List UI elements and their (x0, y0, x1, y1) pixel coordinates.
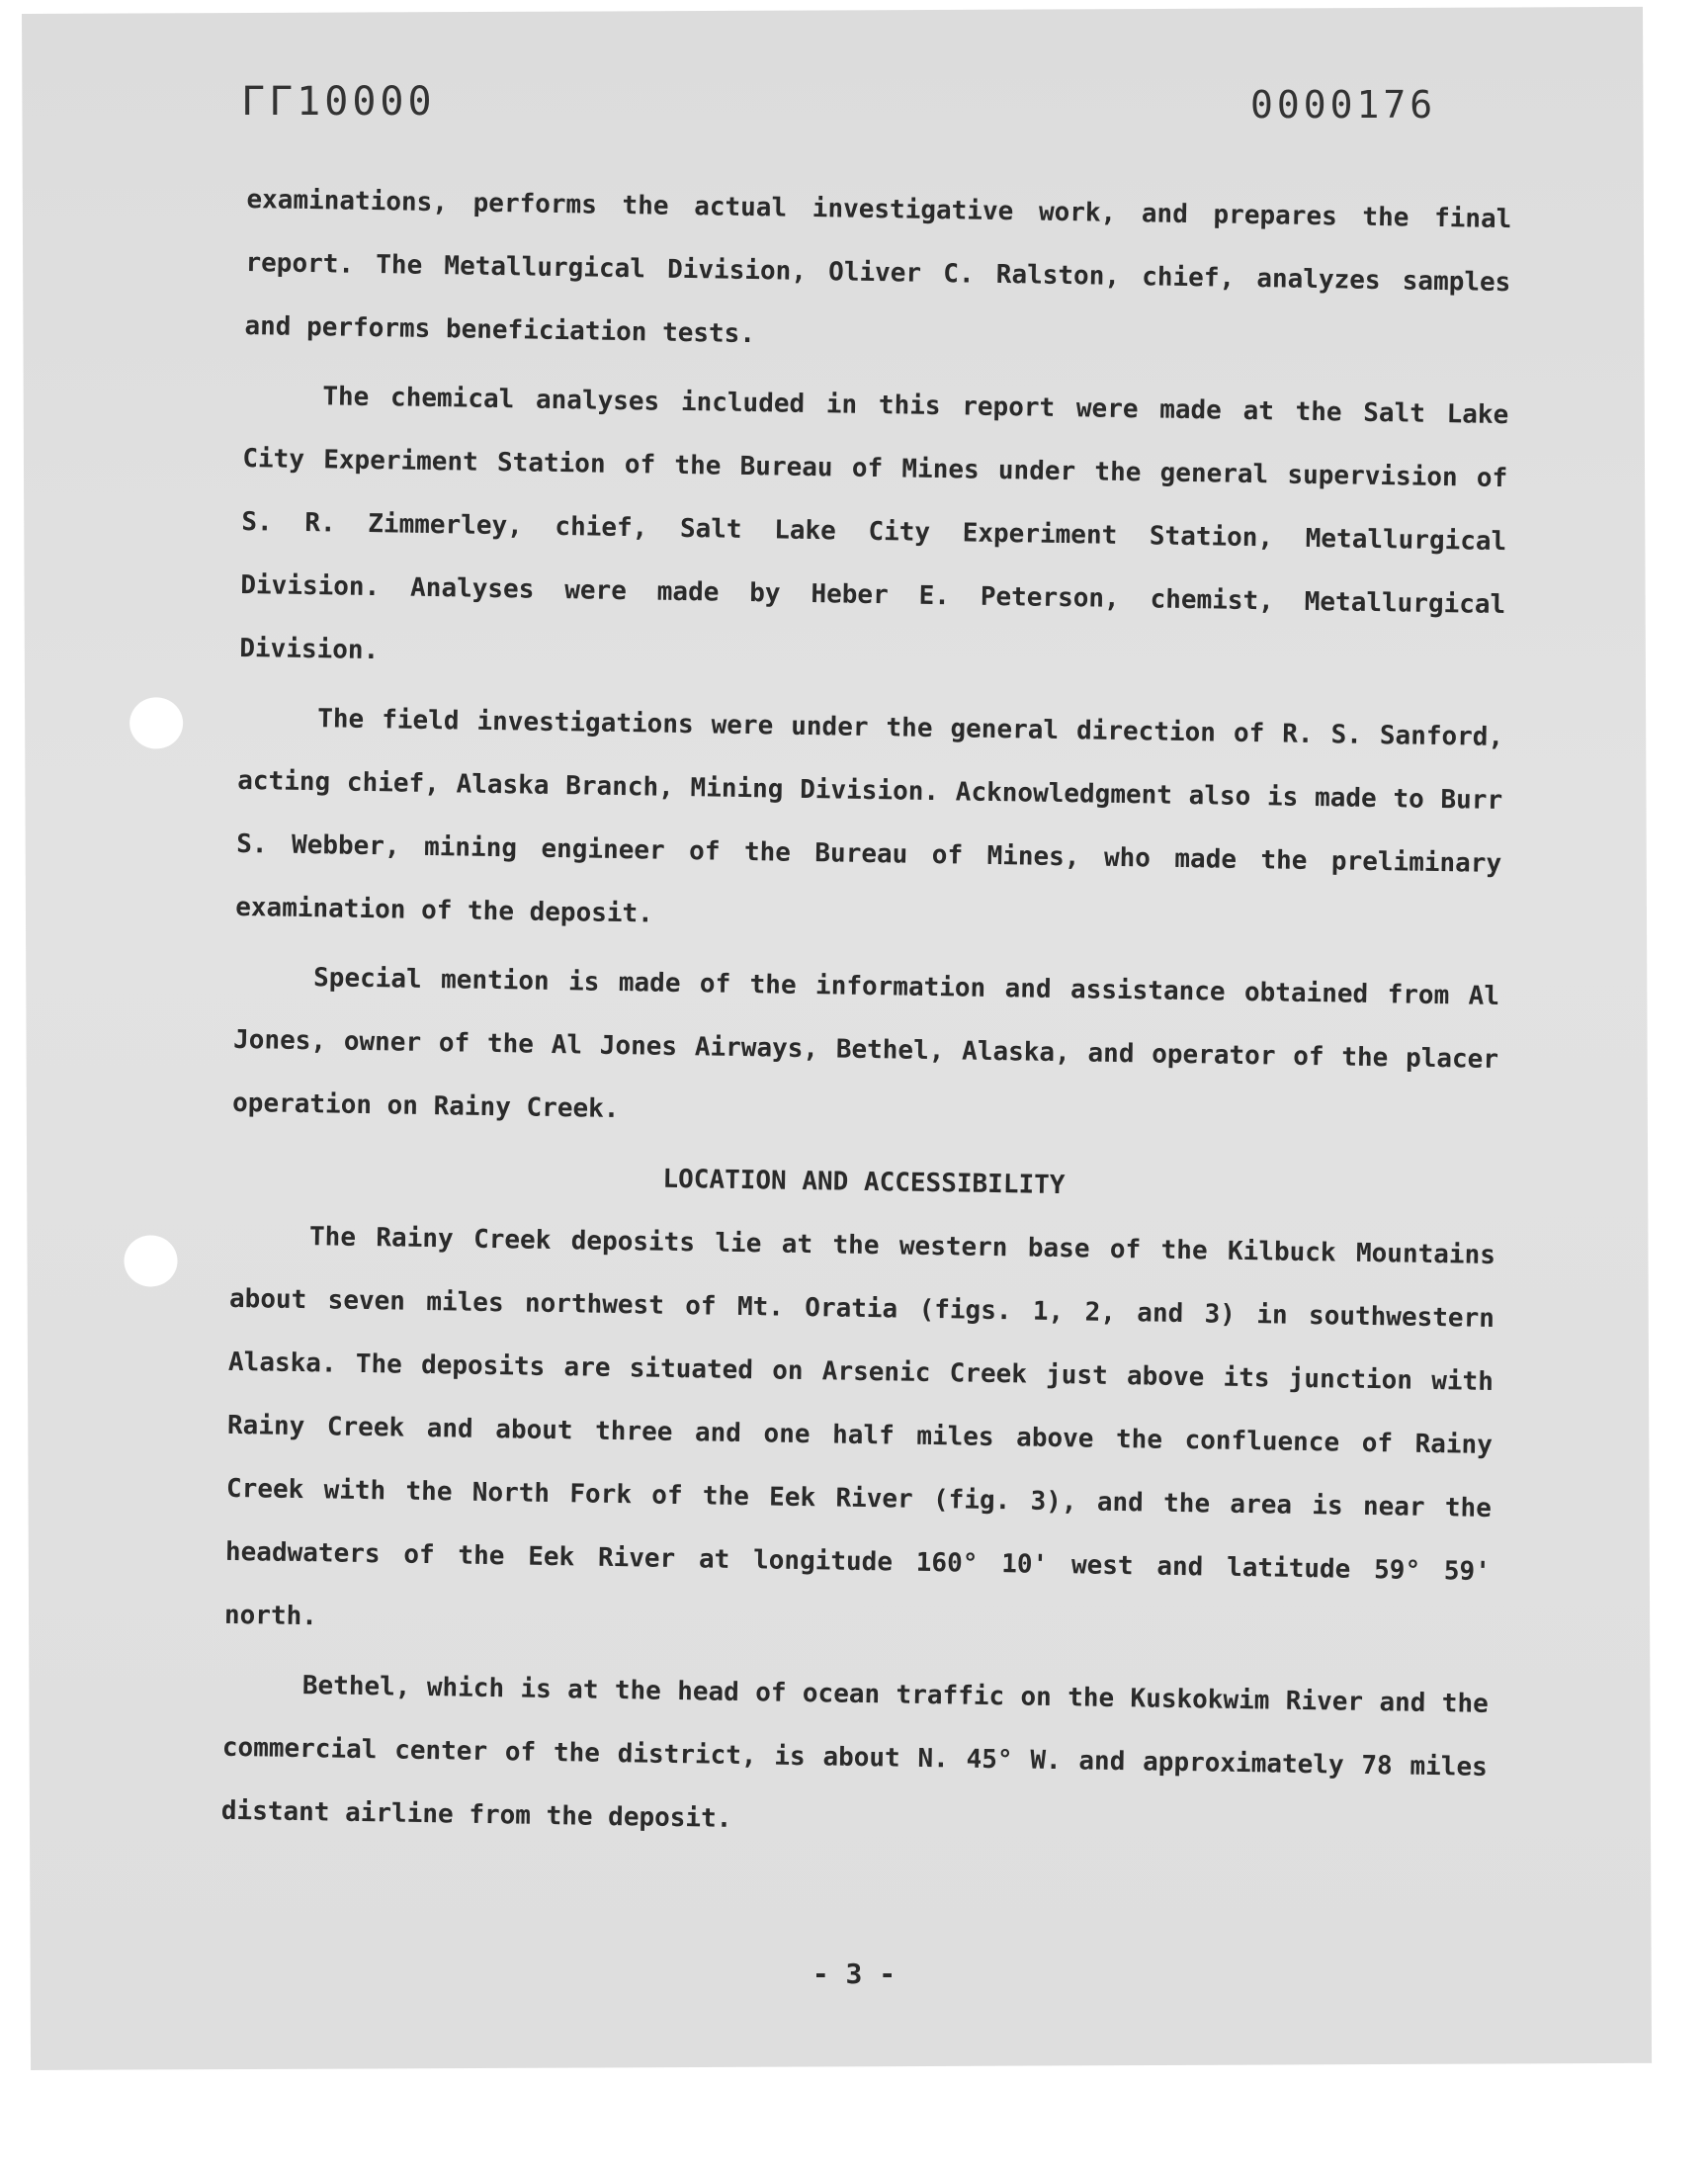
paragraph: The Rainy Creek deposits lie at the western base of the Kilbuck Mountains about seven miles northwest of Mt. Oratia (figs. 1, 2, and 3) in southwestern Alaska. The deposits are situated on Arsenic Creek just above its junction with Rainy Creek and about three and one half miles above the confluence of Rainy Creek with the North Fork of the Eek River (fig. 3), and the area is near the headwaters of the Eek River at longitude 160° 10' west and latitude 59° 59' north. (223, 1222, 1496, 1632)
paragraph: examinations, performs the actual investigative work, and prepares the final report. The Metallurgical Division, Oliver C. Ralston, chief, analyzes samples and performs beneficiation tests. (244, 184, 1512, 350)
page-number: - 3 - (811, 1958, 897, 1990)
body-text (220, 168, 1512, 1869)
document-id-left: ΓΓ10000 (241, 79, 436, 125)
document-id-right: 0000176 (1250, 83, 1437, 127)
paragraph: Bethel, which is at the head of ocean traffic on the Kuskokwim River and the commercial center of the district, is about N. 45° W. and approximately 78 miles distant airline from the deposit. (220, 1671, 1489, 1834)
paragraph: The chemical analyses included in this report were made at the Salt Lake City Experiment Station of the Bureau of Mines under the general supervision of S. R. Zimmerley, chief, Salt Lake City Experiment Station, Metallurgical Division. Analyses were made by Heber E. Peterson, chemist, Metallurgical Division. (239, 382, 1509, 666)
paragraph: Special mention is made of the information and assistance obtained from Al Jones, owner of the Al Jones Airways, Bethel, Alaska, and operator of the placer operation on Rainy Creek. (231, 963, 1500, 1125)
punch-hole (124, 1235, 177, 1286)
punch-hole (129, 697, 183, 748)
section-heading: LOCATION AND ACCESSIBILITY (662, 1164, 1066, 1201)
paragraph: The field investigations were under the general direction of R. S. Sanford, acting chief, Alaska Branch, Mining Division. Acknowledgment also is made to Burr S. Webber, mining engineer of the Bureau of Mines, who made the preliminary examination of the deposit. (235, 704, 1504, 929)
